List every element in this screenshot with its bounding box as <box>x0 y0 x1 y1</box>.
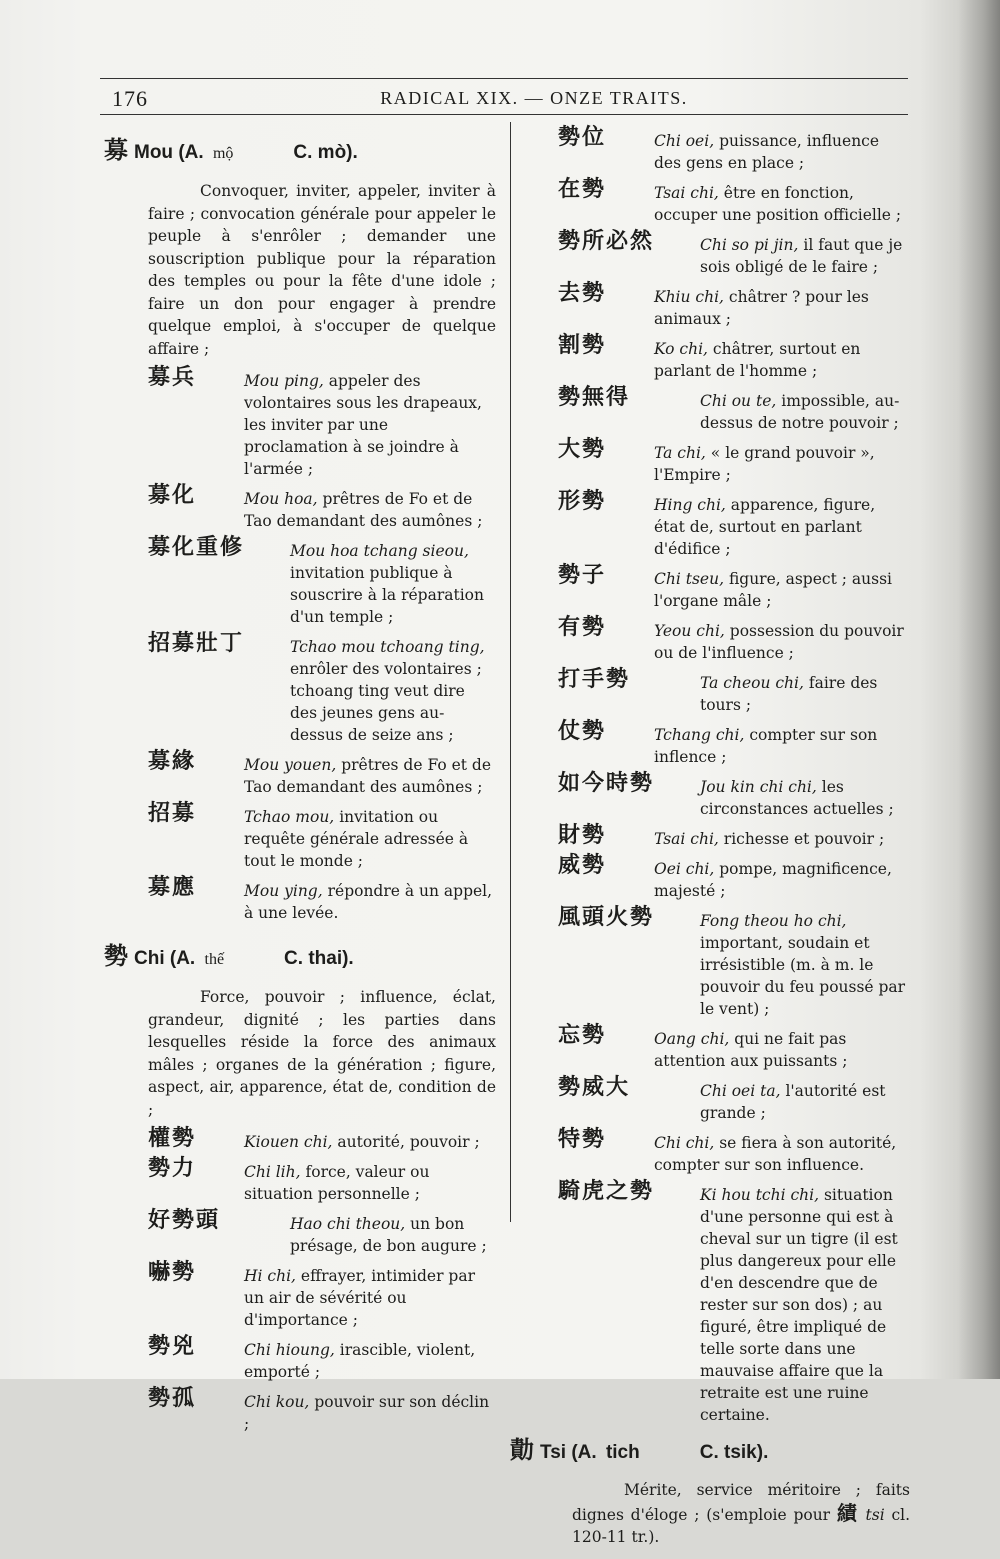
compound-entry <box>558 281 910 330</box>
compound-entry <box>558 853 910 902</box>
compound-gloss: pouvoir sur son déclin ; <box>244 1393 490 1433</box>
compound-characters: 忘勢 <box>558 1023 607 1048</box>
headword-romanization: Tsi (A. <box>540 1442 597 1463</box>
compound-gloss: important, soudain et irrésistible (m. à m. le pouvoir du feu poussé par le vent) ; <box>700 934 906 1018</box>
page-header <box>100 84 908 112</box>
compound-romanization: Yeou chi, <box>654 622 725 640</box>
compound-characters: 如今時勢 <box>558 771 655 796</box>
compound-romanization: Chi oei, <box>654 132 715 150</box>
compound-gloss: autorité, pouvoir ; <box>337 1133 480 1151</box>
compound-characters: 財勢 <box>558 823 607 848</box>
compound-entry <box>148 483 496 532</box>
compound-romanization: Chi oei ta, <box>700 1082 781 1100</box>
compound-characters: 勢位 <box>558 125 607 150</box>
compound-gloss: compter sur son inflence ; <box>654 726 878 766</box>
compound-gloss: faire des tours ; <box>700 674 878 714</box>
compound-characters: 大勢 <box>558 437 607 462</box>
compound-gloss: apparence, figure, état de, surtout en parlant d'édifice ; <box>654 496 876 558</box>
compound-entry <box>148 875 496 924</box>
compound-gloss: répondre à un appel, à une levée. <box>244 882 493 922</box>
compound-romanization: Chi tseu, <box>654 570 724 588</box>
compound-entry <box>558 1127 910 1176</box>
compound-gloss: situation d'une personne qui est à cheval sur un tigre (il est plus dangereux pour elle d'en descendre que de rester sur son dos) ; au figuré, être impliqué de telle sorte dans une mauvaise affaire que la retraite est une ruine certaine. <box>700 1186 898 1424</box>
compound-characters: 募兵 <box>148 365 197 390</box>
compound-entry <box>148 801 496 872</box>
compound-gloss: être en fonction, occuper une position officielle ; <box>654 184 902 224</box>
compound-gloss: possession du pouvoir ou de l'influence ; <box>654 622 904 662</box>
left-column <box>104 130 500 1443</box>
compound-romanization: Mou youen, <box>244 756 337 774</box>
compound-characters: 勢所必然 <box>558 229 655 254</box>
compound-characters: 騎虎之勢 <box>558 1179 655 1204</box>
compound-entry <box>148 1386 496 1435</box>
compound-entry <box>558 823 910 850</box>
headword-character: 勢 <box>104 942 128 970</box>
compound-gloss: figure, aspect ; aussi l'organe mâle ; <box>654 570 892 610</box>
compound-gloss: un bon présage, de bon augure ; <box>290 1215 487 1255</box>
annamite-reading: tich <box>605 1442 640 1463</box>
compound-characters: 割勢 <box>558 333 607 358</box>
compound-romanization: Tchao mou, <box>244 808 335 826</box>
compound-entry <box>558 1075 910 1124</box>
compound-entry <box>148 535 496 628</box>
compound-gloss: pompe, magnificence, majesté ; <box>654 860 892 900</box>
compound-characters: 形勢 <box>558 489 607 514</box>
compound-romanization: Kiouen chi, <box>244 1133 333 1151</box>
compound-romanization: Mou ying, <box>244 882 323 900</box>
compound-characters: 有勢 <box>558 615 607 640</box>
compound-characters: 好勢頭 <box>148 1208 221 1233</box>
compound-entry <box>148 1260 496 1331</box>
compound-gloss: il faut que je sois obligé de le faire ; <box>700 236 903 276</box>
compound-characters: 嚇勢 <box>148 1260 197 1285</box>
compound-characters: 勢孤 <box>148 1386 197 1411</box>
compound-romanization: Tchao mou tchoang ting, <box>290 638 485 656</box>
entry-definition <box>572 1479 910 1549</box>
entry-definition: Convoquer, inviter, appeler, inviter à faire ; convocation générale pour appeler le peuple à s'enrôler ; demander une souscription publique pour la réparation des temples ou pour la fête d'une idole ; faire un don pour engager à prendre quelque emploi, à s'occuper de quelque affaire ; <box>148 182 496 358</box>
compound-gloss: impossible, au-dessus de notre pouvoir ; <box>700 392 900 432</box>
headword-romanization: Mou (A. <box>134 142 204 163</box>
compound-gloss: prêtres de Fo et de Tao demandant des aumônes ; <box>244 756 492 796</box>
compound-characters: 特勢 <box>558 1127 607 1152</box>
compound-romanization: Ki hou tchi chi, <box>700 1186 820 1204</box>
right-column <box>510 125 914 1559</box>
compound-romanization: Chi ou te, <box>700 392 777 410</box>
compound-entry <box>148 365 496 480</box>
compound-romanization: Khiu chi, <box>654 288 724 306</box>
compound-entry <box>148 749 496 798</box>
compound-gloss: puissance, influence des gens en place ; <box>654 132 880 172</box>
compound-romanization: Fong theou ho chi, <box>700 912 847 930</box>
top-rule <box>100 78 908 79</box>
compound-gloss: les circonstances actuelles ; <box>700 778 894 818</box>
compound-gloss: enrôler des volontaires ; tchoang ting veut dire des jeunes gens au-dessus de seize ans ; <box>290 660 482 744</box>
compound-gloss: richesse et pouvoir ; <box>723 830 885 848</box>
compound-characters: 勢兇 <box>148 1334 197 1359</box>
header-rule <box>100 114 908 115</box>
compound-gloss: invitation publique à souscrire à la réparation d'un temple ; <box>290 564 484 626</box>
compound-romanization: Ko chi, <box>654 340 708 358</box>
compound-entry <box>148 1156 496 1205</box>
entry-heading-tsi <box>510 1436 914 1467</box>
compound-romanization: Mou ping, <box>244 372 324 390</box>
compound-romanization: Mou hoa, <box>244 490 318 508</box>
compound-gloss: « le grand pouvoir », l'Empire ; <box>654 444 875 484</box>
annamite-reading: mộ <box>212 145 234 162</box>
entry-definition: Force, pouvoir ; influence, éclat, grandeur, dignité ; les parties dans lesquelles réside la force des animaux mâles ; organes de la génération ; figure, aspect, air, apparence, état de, condition de ; <box>148 988 496 1119</box>
compound-entry <box>148 1126 496 1153</box>
compound-gloss: châtrer, surtout en parlant de l'homme ; <box>654 340 861 380</box>
compound-entry <box>558 1179 910 1426</box>
compound-characters: 勢力 <box>148 1156 197 1181</box>
compound-romanization: Ta chi, <box>654 444 706 462</box>
compound-entry <box>558 719 910 768</box>
compound-characters: 勢子 <box>558 563 607 588</box>
compound-romanization: Oei chi, <box>654 860 715 878</box>
compound-characters: 募應 <box>148 875 197 900</box>
reference-radical: cl. 120-11 tr.). <box>572 1505 911 1546</box>
compound-entry <box>148 1208 496 1257</box>
compound-characters: 募化 <box>148 483 197 508</box>
reference-romanization: tsi <box>865 1505 885 1524</box>
compound-gloss: appeler des volontaires sous les drapeaux, les inviter par une proclamation à se joindre à l'armée ; <box>244 372 482 478</box>
compound-romanization: Chi kou, <box>244 1393 310 1411</box>
compound-romanization: Hao chi theou, <box>290 1215 406 1233</box>
compound-characters: 勢威大 <box>558 1075 631 1100</box>
compound-characters: 招募壯丁 <box>148 631 245 656</box>
compound-romanization: Tsai chi, <box>654 184 719 202</box>
compound-characters: 威勢 <box>558 853 607 878</box>
compound-characters: 仗勢 <box>558 719 607 744</box>
compound-characters: 勢無得 <box>558 385 631 410</box>
compound-entry <box>558 563 910 612</box>
column-divider <box>510 122 511 1222</box>
compound-characters: 招募 <box>148 801 197 826</box>
compound-gloss: prêtres de Fo et de Tao demandant des aumônes ; <box>244 490 483 530</box>
compound-gloss: l'autorité est grande ; <box>700 1082 886 1122</box>
compound-entry <box>558 1023 910 1072</box>
cantonese-reading: C. tsik). <box>699 1442 769 1463</box>
compound-entry <box>558 125 910 174</box>
page-number: 176 <box>112 86 148 111</box>
compound-entry <box>558 905 910 1020</box>
compound-gloss: se fiera à son autorité, compter sur son influence. <box>654 1134 897 1174</box>
cantonese-reading: C. thai). <box>284 948 354 969</box>
compound-romanization: Chi so pi jin, <box>700 236 799 254</box>
compound-entry <box>558 333 910 382</box>
compound-entry <box>558 229 910 278</box>
compound-gloss: qui ne fait pas attention aux puissants ; <box>654 1030 848 1070</box>
compound-entry <box>558 489 910 560</box>
compound-romanization: Chi lih, <box>244 1163 301 1181</box>
definition-text: Mérite, service méritoire ; faits dignes d'éloge ; (s'emploie pour <box>572 1481 910 1524</box>
entry-heading-mou <box>104 136 500 168</box>
compound-romanization: Hi chi, <box>244 1267 296 1285</box>
compound-characters: 在勢 <box>558 177 607 202</box>
compound-entry <box>558 771 910 820</box>
compound-entry <box>148 631 496 746</box>
compound-romanization: Chi chi, <box>654 1134 715 1152</box>
compound-romanization: Hing chi, <box>654 496 726 514</box>
headword-romanization: Chi (A. <box>134 948 196 969</box>
compound-gloss: invitation ou requête générale adressée à tout le monde ; <box>244 808 469 870</box>
compound-entry <box>558 667 910 716</box>
entry-heading-chi <box>104 942 500 974</box>
compound-characters: 去勢 <box>558 281 607 306</box>
compound-gloss: effrayer, intimider par un air de sévérité ou d'importance ; <box>244 1267 476 1329</box>
compound-entry <box>558 437 910 486</box>
annamite-reading: thế <box>204 951 225 968</box>
compound-romanization: Chi hioung, <box>244 1341 335 1359</box>
compound-entry <box>558 615 910 664</box>
compound-romanization: Tsai chi, <box>654 830 719 848</box>
compound-entry <box>148 1334 496 1383</box>
reference-character: 績 <box>836 1500 859 1525</box>
compound-characters: 打手勢 <box>558 667 631 692</box>
compound-gloss: irascible, violent, emporté ; <box>244 1341 476 1381</box>
binding-shadow <box>958 0 1000 1379</box>
compound-entry <box>558 385 910 434</box>
compound-characters: 權勢 <box>148 1126 197 1151</box>
cantonese-reading: C. mò). <box>293 142 358 163</box>
compound-characters: 風頭火勢 <box>558 905 655 930</box>
compound-romanization: Tchang chi, <box>654 726 745 744</box>
compound-entry <box>558 177 910 226</box>
headword-character: 勣 <box>510 1436 534 1464</box>
compound-characters: 募緣 <box>148 749 197 774</box>
headword-character: 募 <box>104 136 128 164</box>
compound-romanization: Ta cheou chi, <box>700 674 804 692</box>
compound-gloss: châtrer ? pour les animaux ; <box>654 288 869 328</box>
compound-gloss: force, valeur ou situation personnelle ; <box>244 1163 430 1203</box>
running-head: RADICAL XIX. — ONZE TRAITS. <box>380 88 688 108</box>
compound-romanization: Jou kin chi chi, <box>700 778 817 796</box>
compound-romanization: Mou hoa tchang sieou, <box>290 542 469 560</box>
compound-characters: 募化重修 <box>148 535 245 560</box>
compound-romanization: Oang chi, <box>654 1030 730 1048</box>
